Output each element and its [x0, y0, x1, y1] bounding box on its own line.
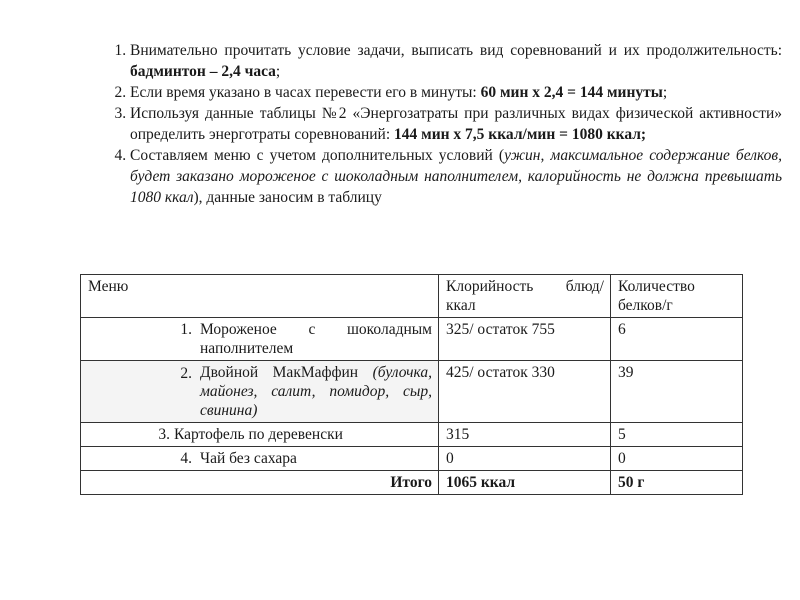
instruction-steps: [92, 40, 782, 208]
row-2-detail: (булочка, майонез, салит, помидор, сыр, свинина): [200, 364, 432, 419]
header-calories: Клорийность блюд/ ккал: [439, 275, 611, 318]
row-3-protein: 5: [611, 423, 743, 447]
step-2-bold: 60 мин х 2,4 = 144 минуты: [480, 84, 663, 101]
table-total-row: [81, 471, 743, 495]
step-4: 4. Составляем меню с учетом дополнительных условий (ужин, максимальное содержание белков, будет заказано мороженое с шоколадным наполнителем, калорийность не должна превышать 1080 ккал), данные заносим в таблицу: [130, 145, 782, 208]
step-3: 3. Используя данные таблицы №2 «Энергозатраты при различных видах физической активности» определить энерготраты соревнований: 144 мин х 7,5 ккал/мин = 1080 ккал;: [130, 103, 782, 145]
header-menu: Меню: [81, 275, 439, 318]
total-protein: 50 г: [611, 471, 743, 495]
row-1-protein: 6: [611, 318, 743, 361]
step-3-bold: 144 мин х 7,5 ккал/мин = 1080 ккал;: [394, 126, 647, 143]
row-4-calories: 0: [439, 447, 611, 471]
step-2: 2. Если время указано в часах перевести его в минуты: 60 мин х 2,4 = 144 минуты;: [130, 82, 782, 103]
total-label: Итого: [81, 471, 439, 495]
menu-table: [80, 274, 743, 495]
row-4-name: 4. Чай без сахара: [81, 447, 439, 471]
row-4-protein: 0: [611, 447, 743, 471]
row-2-name: 2. Двойной МакМаффин (булочка, майонез, салит, помидор, сыр, свинина): [81, 361, 439, 423]
table-row: [81, 361, 743, 423]
table-row: [81, 447, 743, 471]
step-4-italic: ужин, максимальное содержание белков, будет заказано мороженое с шоколадным наполнителем, калорийность не должна превышать 1080 ккал: [130, 147, 782, 206]
row-3-name: 3. Картофель по деревенски: [81, 423, 439, 447]
row-1-name: 1. Мороженое с шоколадным наполнителем: [81, 318, 439, 361]
row-1-calories: 325/ остаток 755: [439, 318, 611, 361]
step-1-bold: бадминтон – 2,4 часа: [130, 63, 276, 80]
row-2-calories: 425/ остаток 330: [439, 361, 611, 423]
table-row: [81, 318, 743, 361]
row-3-calories: 315: [439, 423, 611, 447]
total-calories: 1065 ккал: [439, 471, 611, 495]
row-2-protein: 39: [611, 361, 743, 423]
header-protein: Количество белков/г: [611, 275, 743, 318]
step-1: 1. Внимательно прочитать условие задачи, выписать вид соревнований и их продолжительность: бадминтон – 2,4 часа;: [130, 40, 782, 82]
table-header-row: [81, 275, 743, 318]
table-row: [81, 423, 743, 447]
